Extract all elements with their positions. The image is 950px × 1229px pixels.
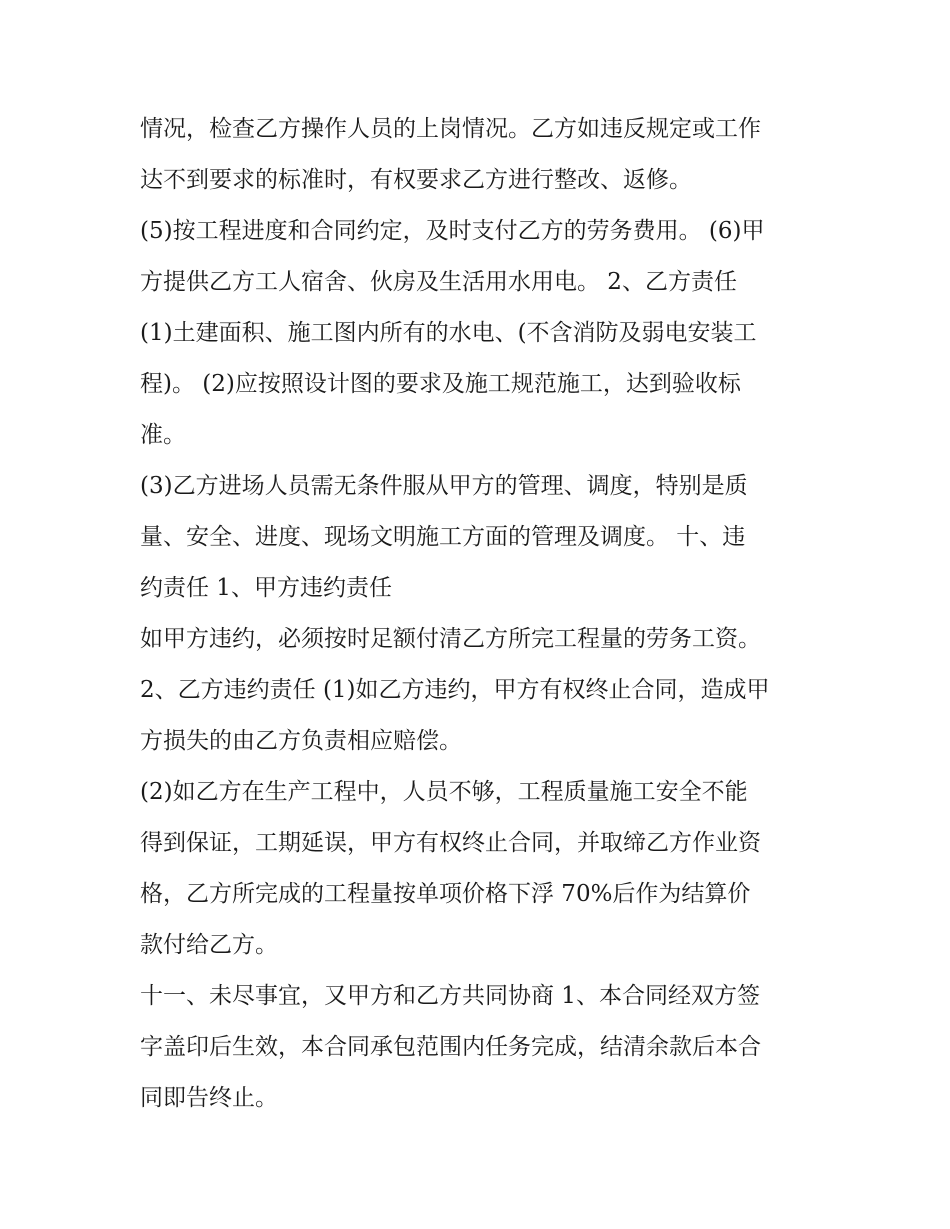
text-line: 方提供乙方工人宿舍、伙房及生活用水用电。 2、乙方责任 — [140, 269, 737, 295]
text-line: 方损失的由乙方负责相应赔偿。 — [140, 728, 462, 754]
text-line: (3)乙方进场人员需无条件服从甲方的管理、调度，特别是质 — [140, 473, 748, 499]
text-line: (1)土建面积、施工图内所有的水电、(不含消防及弱电安装工 — [140, 320, 757, 346]
text-line: 程)。 (2)应按照设计图的要求及施工规范施工，达到验收标 — [140, 371, 741, 397]
text-line: 量、安全、进度、现场文明施工方面的管理及调度。 十、违 — [140, 524, 746, 550]
text-line: (5)按工程进度和合同约定，及时支付乙方的劳务费用。 (6)甲 — [140, 218, 765, 244]
text-line: 款付给乙方。 — [140, 932, 278, 958]
text-line: 情况，检查乙方操作人员的上岗情况。乙方如违反规定或工作 — [140, 116, 761, 142]
text-line: 十一、未尽事宜，又甲方和乙方共同协商 1、本合同经双方签 — [140, 983, 760, 1009]
text-line: 2、乙方违约责任 (1)如乙方违约，甲方有权终止合同，造成甲 — [140, 677, 770, 703]
text-line: (2)如乙方在生产工程中，人员不够，工程质量施工安全不能 — [140, 779, 748, 805]
text-line: 约责任 1、甲方违约责任 — [140, 575, 392, 601]
text-line: 字盖印后生效，本合同承包范围内任务完成，结清余款后本合 — [140, 1034, 761, 1060]
text-line: 达不到要求的标准时，有权要求乙方进行整改、返修。 — [140, 167, 692, 193]
text-line: 如甲方违约，必须按时足额付清乙方所完工程量的劳务工资。 — [140, 626, 761, 652]
contract-text — [140, 104, 830, 1124]
text-line: 准。 — [140, 422, 186, 448]
text-line: 得到保证，工期延误，甲方有权终止合同，并取缔乙方作业资 — [140, 830, 761, 856]
text-line: 同即告终止。 — [140, 1085, 278, 1111]
text-line: 格，乙方所完成的工程量按单项价格下浮 70%后作为结算价 — [140, 881, 751, 907]
